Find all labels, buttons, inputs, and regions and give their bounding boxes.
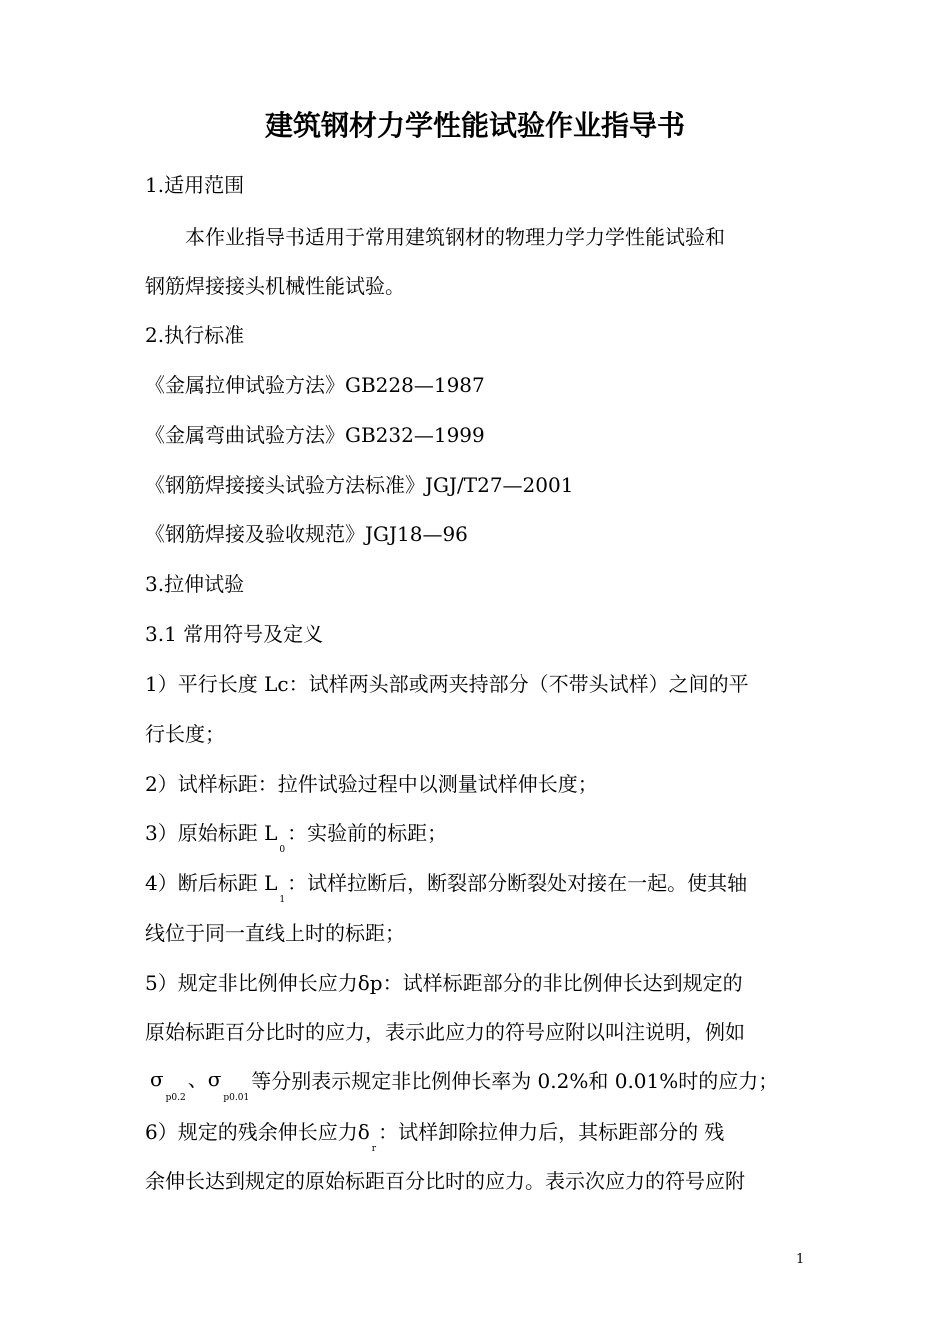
section-heading-scope: 1.适用范围 bbox=[145, 173, 245, 197]
standard-item: 《金属拉伸试验方法》GB228—1987 bbox=[145, 373, 485, 397]
definition-line bbox=[150, 1066, 815, 1101]
definition-text: 等分别表示规定非比例伸长率为 0.2%和 0.01%时的应力； bbox=[251, 1069, 779, 1093]
standard-item: 《金属弯曲试验方法》GB232—1999 bbox=[145, 423, 485, 447]
definition-line: 1）平行长度 Lc：试样两头部或两夹持部分（不带头试样）之间的平 bbox=[145, 672, 749, 696]
subscript: 0 bbox=[279, 845, 286, 855]
document-title: 建筑钢材力学性能试验作业指导书 bbox=[264, 109, 685, 142]
definition-line: 余伸长达到规定的原始标距百分比时的应力。表示次应力的符号应附 bbox=[145, 1169, 745, 1193]
standard-item: 《钢筋焊接及验收规范》JGJ18—96 bbox=[145, 522, 468, 546]
standard-item: 《钢筋焊接接头试验方法标准》JGJ/T27—2001 bbox=[145, 473, 574, 497]
definition-text: 3）原始标距 L bbox=[145, 821, 278, 845]
definition-line: 2）试样标距：拉件试验过程中以测量试样伸长度； bbox=[145, 772, 598, 796]
definition-text: ：实验前的标距； bbox=[287, 821, 448, 845]
definition-text: ：试样拉断后，断裂部分断裂处对接在一起。使其轴 bbox=[287, 871, 748, 895]
definition-text: ：试样卸除拉伸力后，其标距部分的 残 bbox=[378, 1120, 725, 1144]
definition-line bbox=[145, 818, 810, 853]
subsection-heading: 3.1 常用符号及定义 bbox=[145, 622, 324, 646]
subscript: p0.01 bbox=[223, 1093, 250, 1103]
subscript: p0.2 bbox=[165, 1093, 186, 1103]
section-heading-tensile-test: 3.拉伸试验 bbox=[145, 572, 245, 596]
definition-line: 行长度； bbox=[145, 722, 225, 746]
definition-text: 6）规定的残余伸长应力δ bbox=[145, 1120, 370, 1144]
page-number: 1 bbox=[796, 1252, 805, 1267]
definition-line bbox=[145, 1117, 810, 1152]
subscript: 1 bbox=[279, 895, 286, 905]
definition-line: 原始标距百分比时的应力，表示此应力的符号应附以叫注说明，例如 bbox=[145, 1020, 745, 1044]
sigma-symbol: 、σ bbox=[187, 1067, 222, 1091]
paragraph-line: 钢筋焊接接头机械性能试验。 bbox=[145, 274, 405, 298]
definition-line bbox=[145, 868, 810, 903]
definition-line: 5）规定非比例伸长应力δp：试样标距部分的非比例伸长达到规定的 bbox=[145, 971, 743, 995]
section-heading-standards: 2.执行标准 bbox=[145, 323, 245, 347]
subscript: r bbox=[371, 1144, 377, 1154]
definition-text: 4）断后标距 L bbox=[145, 871, 278, 895]
sigma-symbol: σ bbox=[150, 1067, 164, 1091]
paragraph-line: 本作业指导书适用于常用建筑钢材的物理力学力学性能试验和 bbox=[185, 225, 725, 249]
definition-line: 线位于同一直线上时的标距； bbox=[145, 921, 405, 945]
